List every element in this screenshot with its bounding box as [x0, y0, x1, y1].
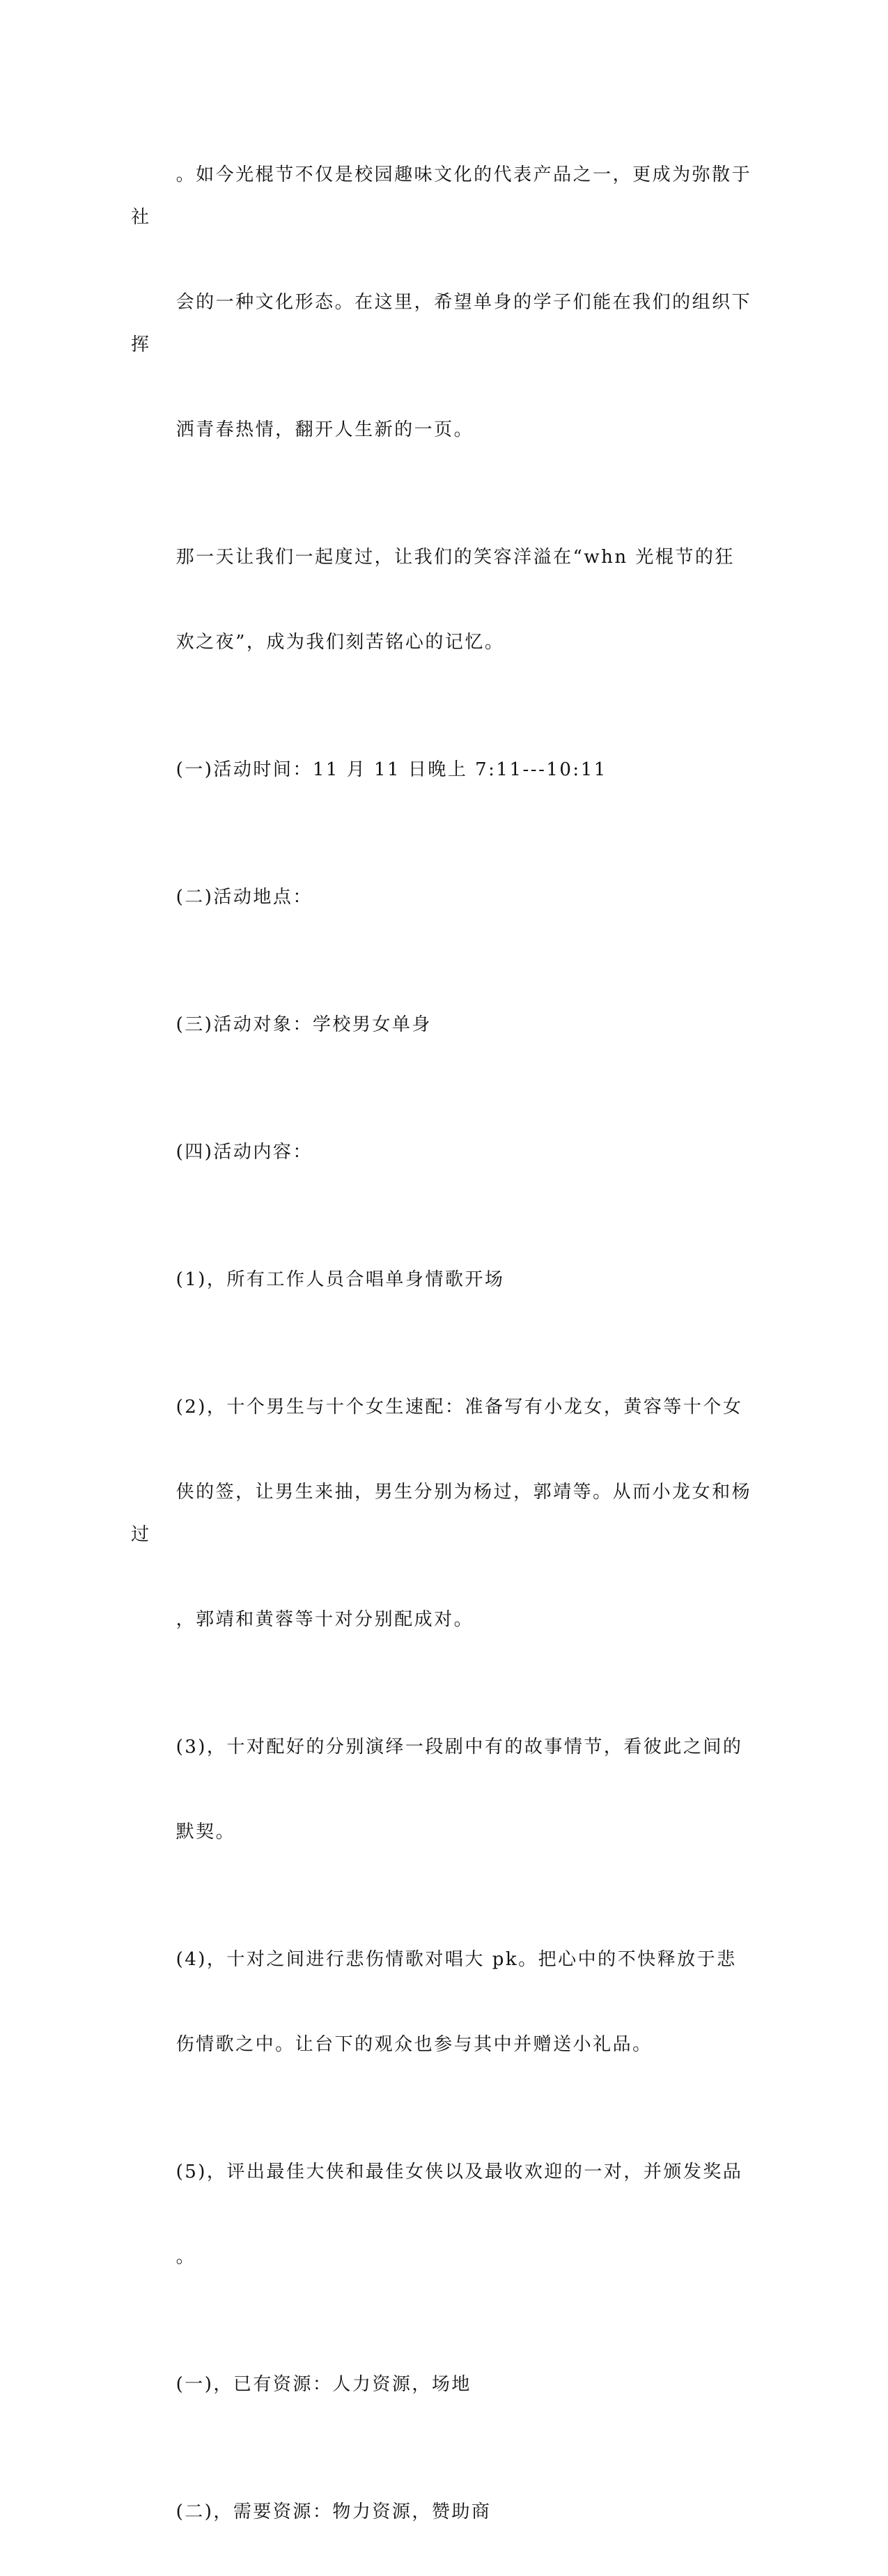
text-line: 侠的签，让男生来抽，男生分别为杨过，郭靖等。从而小龙女和杨过 [131, 1482, 752, 1545]
text-line: 洒青春热情，翻开人生新的一页。 [176, 419, 474, 440]
text-line: 会的一种文化形态。在这里，希望单身的学子们能在我们的组织下挥 [131, 292, 752, 355]
text-line: 欢之夜”，成为我们刻苦铭心的记忆。 [176, 632, 505, 653]
paragraph-invitation [131, 494, 758, 706]
text-line: (四)活动内容： [176, 1142, 313, 1163]
paragraph-needed-resources [131, 2449, 758, 2576]
text-line: (二)，需要资源：物力资源，赞助商 [176, 2501, 492, 2522]
paragraph-activity-location [131, 834, 758, 961]
paragraph-item-3 [131, 1684, 758, 1896]
text-line: 那一天让我们一起度过，让我们的笑容洋溢在“whn 光棍节的狂 [176, 547, 735, 568]
text-line: 。 [176, 2247, 196, 2267]
paragraph-activity-audience [131, 961, 758, 1089]
text-line: 。如今光棍节不仅是校园趣味文化的代表产品之一，更成为弥散于社 [131, 164, 752, 228]
paragraph-activity-content [131, 1089, 758, 1216]
paragraph-item-1 [131, 1216, 758, 1344]
text-line: (4)，十对之间进行悲伤情歌对唱大 pk。把心中的不快释放于悲 [176, 1949, 737, 1970]
text-line: (5)，评出最佳大侠和最佳女侠以及最收欢迎的一对，并颁发奖品 [176, 2162, 743, 2182]
paragraph-activity-time [131, 706, 758, 834]
paragraph-intro-continuation [131, 111, 758, 494]
text-line: (二)活动地点： [176, 887, 313, 908]
text-line: (3)，十对配好的分别演绎一段剧中有的故事情节，看彼此之间的 [176, 1737, 743, 1758]
text-line: (一)活动时间：11 月 11 日晚上 7:11---10:11 [176, 759, 607, 780]
text-line: ，郭靖和黄蓉等十对分别配成对。 [176, 1609, 474, 1630]
text-line: (1)，所有工作人员合唱单身情歌开场 [176, 1269, 505, 1290]
paragraph-item-5 [131, 2109, 758, 2321]
text-line: 伤情歌之中。让台下的观众也参与其中并赠送小礼品。 [176, 2034, 653, 2055]
text-line: (三)活动对象：学校男女单身 [176, 1014, 432, 1035]
document-body [131, 111, 758, 2576]
paragraph-item-2 [131, 1344, 758, 1684]
text-line: (一)，已有资源：人力资源，场地 [176, 2374, 472, 2395]
text-line: 默契。 [176, 1822, 236, 1842]
paragraph-item-4 [131, 1896, 758, 2109]
text-line: (2)，十个男生与十个女生速配：准备写有小龙女，黄容等十个女 [176, 1397, 743, 1418]
paragraph-existing-resources [131, 2321, 758, 2449]
